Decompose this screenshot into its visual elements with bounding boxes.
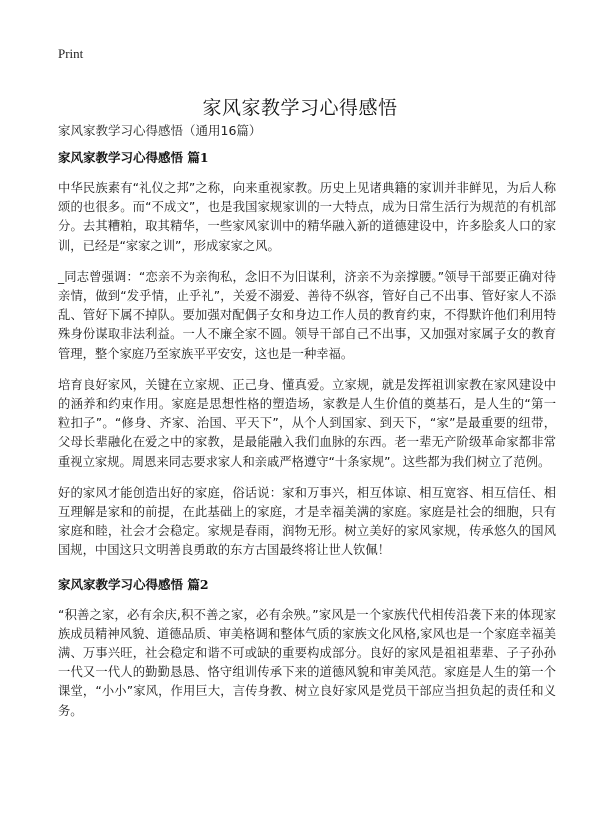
paragraph: _同志曾强调：“恋亲不为亲徇私，念旧不为旧谋利，济亲不为亲撑腰。”领导干部要正确对待亲情，做到“发乎情，止乎礼”，关爱不溺爱、善待不纵容，管好自己不出事、管好家人不添乱、管好下属不掉队。要加强对配偶子女和身边工作人员的教育约束，不得默许他们利用特殊身份谋取非法利益。一人不廉全家不圆。领导干部自己不出事，又加强对家属子女的教育管理，整个家庭乃至家族平平安安，这也是一种幸福。 xyxy=(58,269,556,361)
document-subtitle: 家风家教学习心得感悟（通用16篇） xyxy=(58,123,262,138)
section-heading: 家风家教学习心得感悟 篇2 xyxy=(58,576,209,592)
section-2 xyxy=(58,575,556,721)
section-1 xyxy=(58,148,556,561)
paragraph: 好的家风才能创造出好的家庭，俗话说：家和万事兴，相互体谅、相互宽容、相互信任、相互理解是家和的前提，在此基础上的家庭，才是幸福美满的家庭。家庭是社会的细胞，只有家庭和睦，社会才会稳定。家规是春雨，润物无形。树立美好的家风家规，传承悠久的国风国规，中国这只文明善良勇敢的东方古国最终将让世人钦佩！ xyxy=(58,485,556,558)
paragraph: 培育良好家风，关键在立家规、正己身、懂真爱。立家规，就是发挥祖训家教在家风建设中的涵养和约束作用。家庭是思想性格的塑造场，家教是人生价值的奠基石，是人生的“第一粒扣子”。“修身、齐家、治国、平天下”，从个人到国家、到天下，“家”是最重要的纽带，父母长辈融化在爱之中的家教，是最能融入我们血脉的东西。老一辈无产阶级革命家都非常重视立家规。周恩来同志要求家人和亲戚严格遵守“十条家规”。这些都为我们树立了范例。 xyxy=(58,377,556,469)
page-title: 家风家教学习心得感悟 xyxy=(202,96,398,119)
document-body xyxy=(58,148,556,733)
paragraph: “积善之家，必有余庆,积不善之家，必有余殃。”家风是一个家族代代相传沿袭下来的体现家族成员精神风貌、道德品质、审美格调和整体气质的家族文化风格,家风也是一个家庭幸福美满、万事兴旺，社会稳定和谐不可或缺的重要构成部分。良好的家风是祖祖辈辈、子子孙孙一代又一代人的勤勤恳恳、恪守组训传承下来的道德风貌和审美风范。家庭是人生的第一个课堂，“小小”家风，作用巨大，言传身教、树立良好家风是党员干部应当担负起的责任和义务。 xyxy=(58,607,556,718)
section-heading: 家风家教学习心得感悟 篇1 xyxy=(58,150,209,165)
print-link[interactable]: Print xyxy=(58,46,84,61)
paragraph: 中华民族素有“礼仪之邦”之称，向来重视家教。历史上见诸典籍的家训并非鲜见，为后人称颂的也很多。而“不成文”，也是我国家规家训的一大特点，成为日常生活行为规范的有机部分。去其糟粕，取其精华，一些家风家训中的精华融入新的道德建设中，许多脍炙人口的家训，已经是“家家之训”，形成家家之风。 xyxy=(58,181,556,253)
